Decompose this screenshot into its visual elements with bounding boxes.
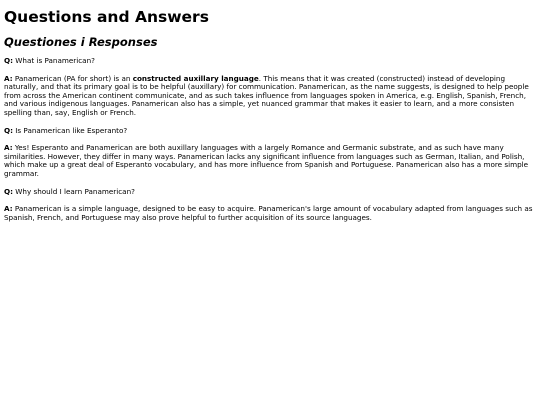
answer-text: Panamerican is a simple language, designed to be easy to acquire. Panamerican's large amount of vocabulary adapted from languages such as Spanish, French, and Portuguese may also prove helpful to further acquisition of its source languages.: [4, 204, 533, 222]
answer-tag: A:: [4, 204, 13, 214]
question-text: Why should I learn Panamerican?: [15, 186, 135, 196]
answer-3: [4, 205, 536, 222]
question-text: What is Panamerican?: [15, 56, 95, 65]
question-3: [4, 188, 536, 197]
question-tag: Q:: [4, 186, 13, 196]
answer-text-continued: . This means that it was created (constructed) instead of developing naturally, and that its primary goal is to be helpful (auxillary) for communication. Panamerican, as the name suggests, is designed to help people from across the American continent communicate, and as such takes influence from languages spoken in America, e.g. English, Spanish, French, and various indigenous languages. Panamerican also has a simple, yet nuanced grammar that makes it easier to learn, and a more consisten spelling than, say, English or French.: [4, 73, 529, 117]
answer-2: [4, 144, 536, 178]
question-text: Is Panamerican like Esperanto?: [15, 125, 128, 135]
answer-text: Panamerican (PA for short) is an: [14, 73, 133, 83]
page-title: Questions and Answers: [4, 8, 209, 26]
question-tag: Q:: [4, 125, 13, 135]
page-subtitle: Questiones i Responses: [4, 35, 158, 49]
question-2: [4, 127, 536, 136]
answer-highlight: constructed auxillary language: [132, 73, 259, 83]
question-1: [4, 57, 536, 66]
answer-text: Yes! Esperanto and Panamerican are both auxillary languages with a largely Romance and Germanic substrate, and as such have many similarities. However, they differ in many ways. Panamerican lacks any significant influence from languages such as German, Italian, and Polish, which make up a great deal of Esperanto vocabulary, and has more influence from Spanish and Portuguese. Panamerican also has a more simple grammar.: [4, 143, 529, 178]
question-tag: Q:: [4, 56, 13, 65]
answer-tag: A:: [4, 73, 13, 83]
answer-tag: A:: [4, 143, 13, 153]
answer-1: [4, 75, 536, 118]
